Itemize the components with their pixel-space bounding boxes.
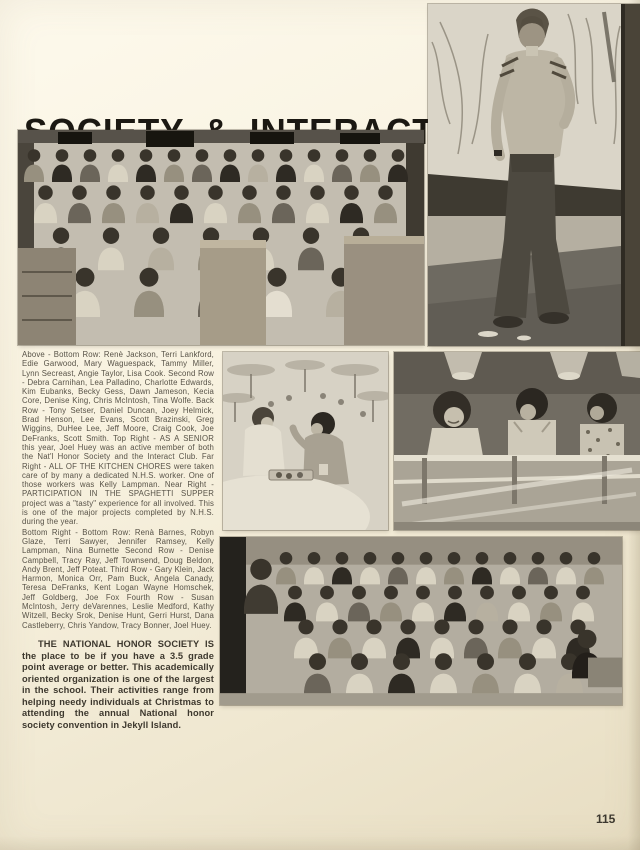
- spaghetti-supper-photo-graphic: [394, 352, 640, 530]
- library-group-photo: [18, 130, 424, 345]
- caption-bottom-right-group: Bottom Right - Bottom Row: Renà Barnes, Robyn Glaze, Terri Sawyer, Jennifer Ramsey, Kelly Lampman, Nina Burnette Second Row - Denise Campbell, Tracy Ray, Jeff Townsend, Doug Beldon, Andy Brent, Jeff Poteat. Third Row - Gary Klein, Jack Harmon, Monica Orr, Pam Buck, Angela Canady, Teresa DeFranks, Kent Logan Wayne Homschek, Jeff Goldberg, Joe Fox Fourth Row - Susan McIntosh, Jerry deVarennes, Leslie Medford, Kathy Witzell, Becky Srok, Denise Hunt, Gerri Hurst, Dana Castleberry, Chris Yandow, Tracy Bonner, Joel Huey.: [22, 527, 214, 630]
- caption-nhs-feature: THE NATIONAL HONOR SOCIETY IS the place to be if you have a 3.5 grade point average or better. This academically oriented organization is one of the largest in the school. Their activities range from helping needy individuals at Christmas to attending the annual National honor society convention in Jekyll Island.: [22, 638, 214, 731]
- caption-column: [22, 350, 214, 732]
- cafeteria-photo: [223, 352, 388, 530]
- cafeteria-photo-graphic: [223, 352, 388, 530]
- page-number: 115: [596, 812, 616, 826]
- page-edge-shadow-bottom: [0, 836, 640, 850]
- library-group-photo-graphic: [18, 130, 424, 345]
- nhs-group-photo-graphic: [220, 537, 622, 705]
- caption-above-group: Above - Bottom Row: Renè Jackson, Terri Lankford, Edie Garwood, Mary Waguespack, Tammy Miller, Lynn Secreast, Angie Taylor, Lisa Cook. Second Row - Debra Carnihan, Lea Palladino, Charlotte Edwards, Kim Eubanks, Becky Gess, Dawn Jameson, Kecia Core, Denise King, Chris McIntosh, Tina Wolfe. Back Row - Tony Setser, Daniel Duncan, Joey Helmick, Brad Henson, Lee Evans, Scott Brazinski, Greg Wiggins, DuHee Lee, Jeff Moore, Craig Cook, Joe DeFranks, Scott Smith. Top Right - AS A SENIOR this year, Joel Huey was an active member of both the Nat'l Honor Society and the Interact Club. Far Right - ALL OF THE KITCHEN CHORES were taken care of by many a dedicated N.H.S. worker. One of those workers was Kelly Lampman. Near Right - PARTICIPATION IN THE SPAGHETTI SUPPER project was a "tasty" experience for all involved. This is one of the major projects completed by N.H.S. during the year.: [22, 350, 214, 527]
- spaghetti-supper-photo: [394, 352, 640, 530]
- nhs-group-photo: [220, 537, 622, 705]
- senior-joel-photo: [428, 4, 640, 346]
- senior-joel-photo-graphic: [428, 4, 640, 346]
